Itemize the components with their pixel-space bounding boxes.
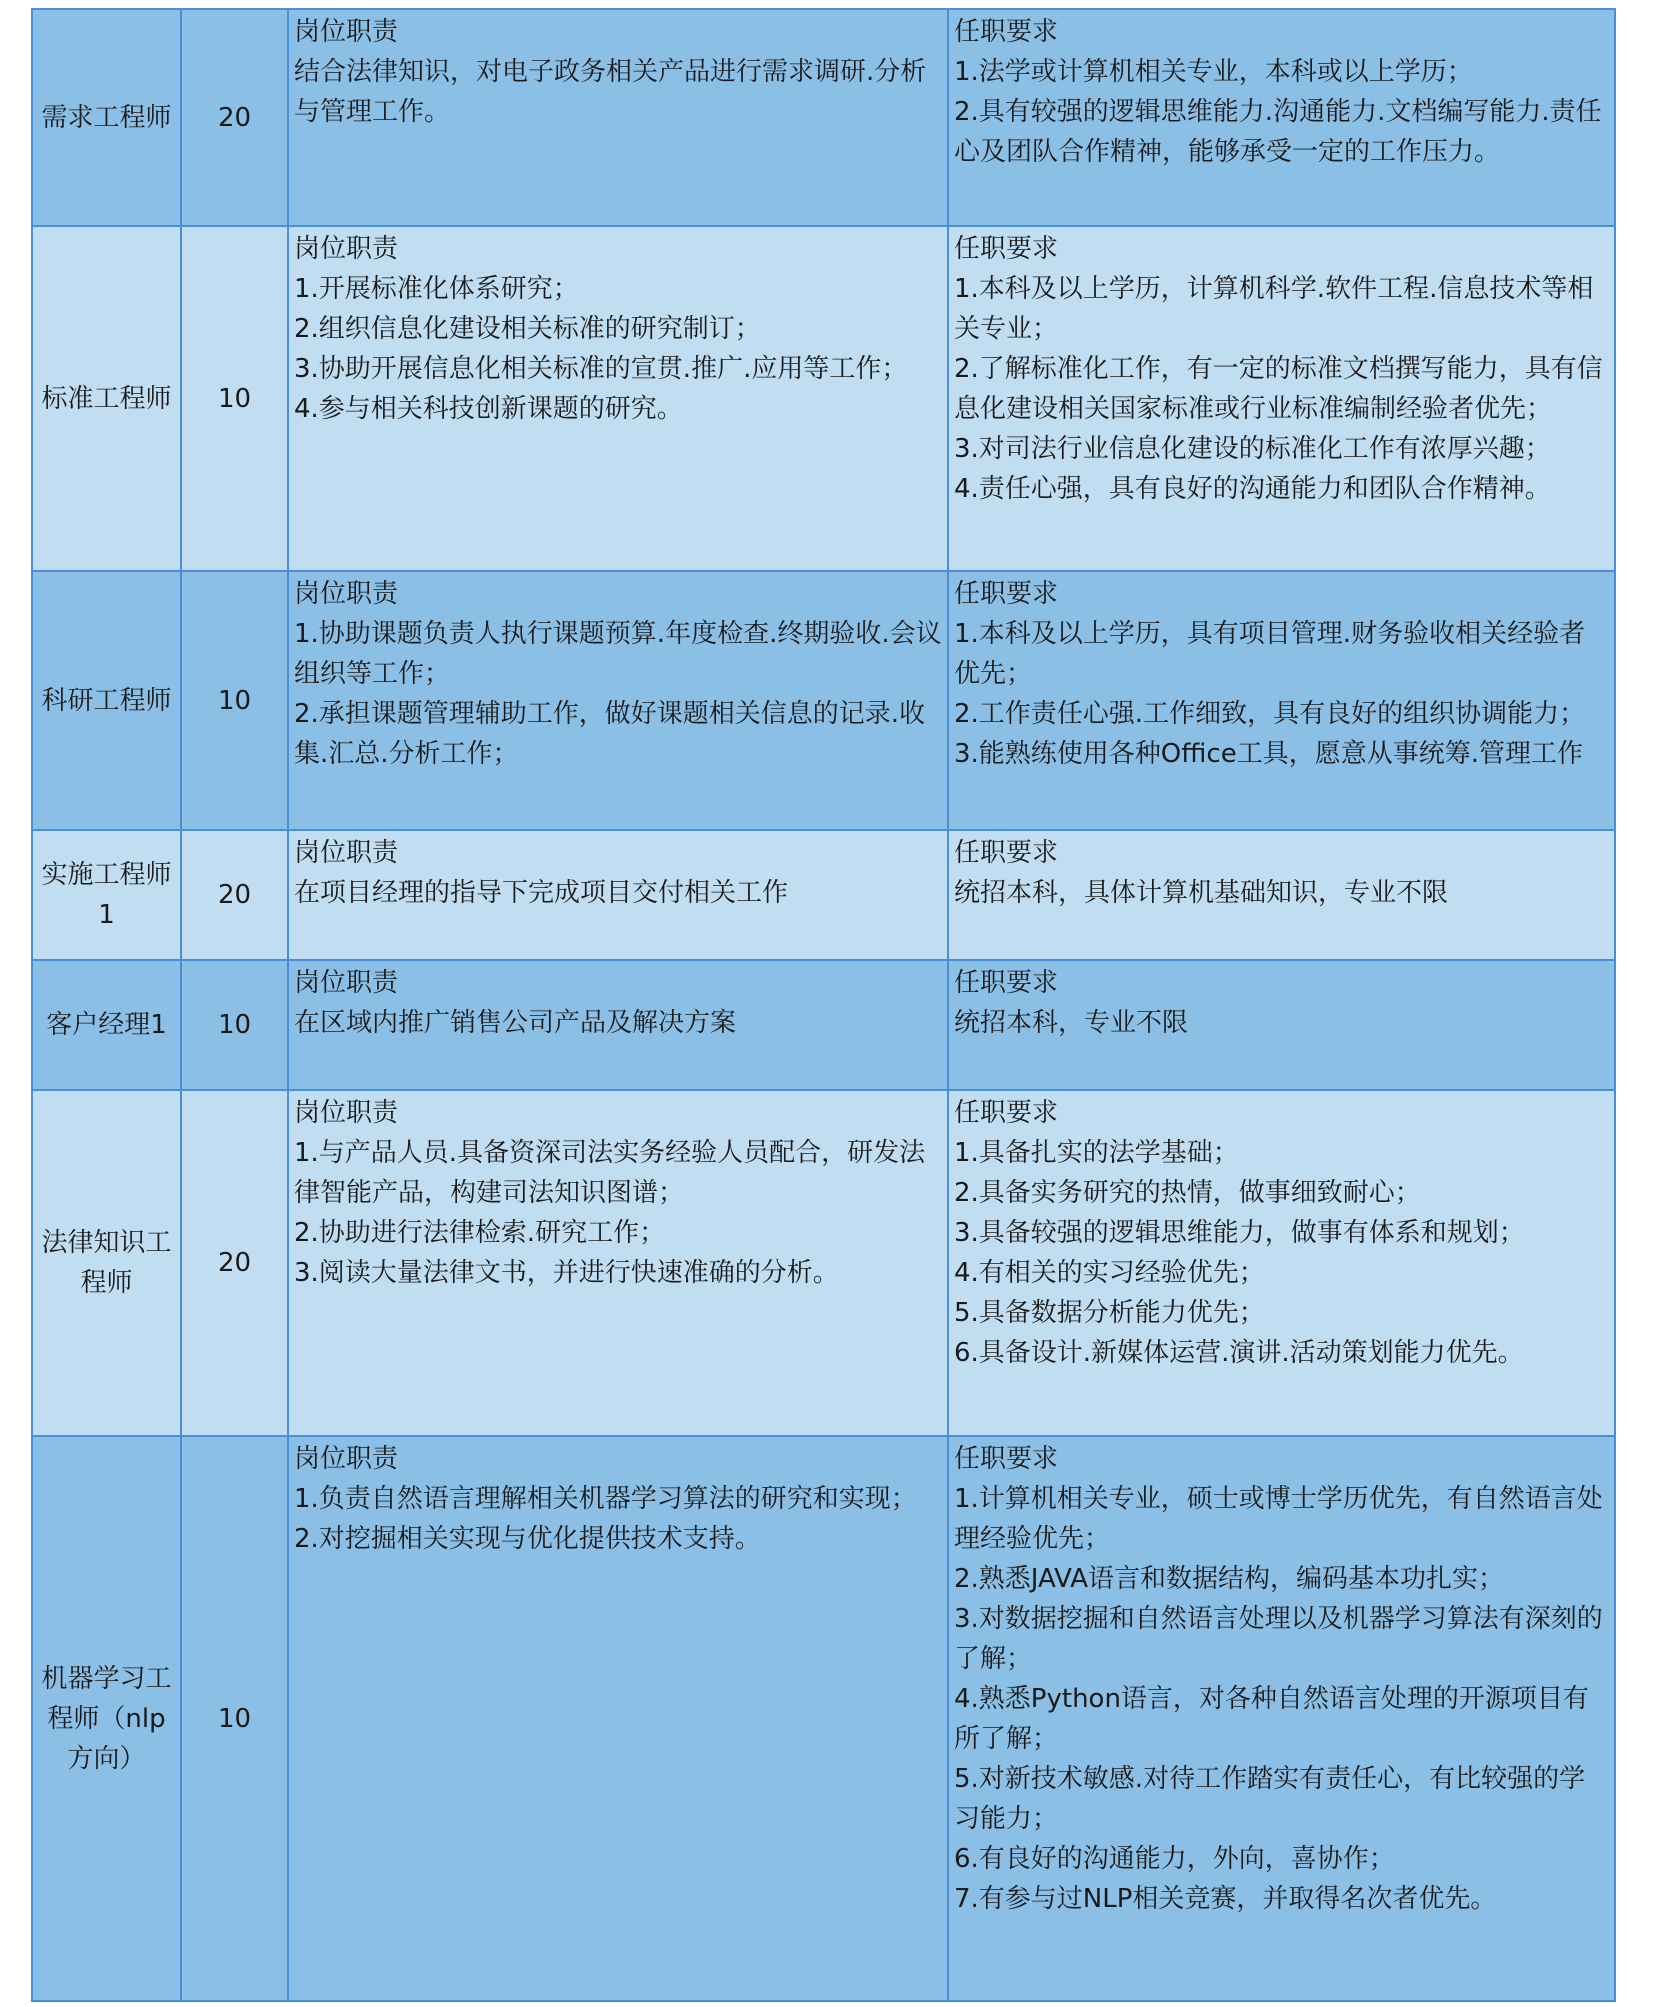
requirements-heading: 任职要求 <box>954 17 1059 47</box>
table-row <box>32 1436 1615 2001</box>
duty-item: 结合法律知识，对电子政务相关产品进行需求调研.分析与管理工作。 <box>294 57 927 127</box>
duty-item: 2.对挖掘相关实现与优化提供技术支持。 <box>294 1524 761 1554</box>
requirement-item: 统招本科，专业不限 <box>954 1008 1189 1038</box>
duties-heading: 岗位职责 <box>294 1444 399 1474</box>
duties-heading: 岗位职责 <box>294 17 399 47</box>
duty-item: 1.与产品人员.具备资深司法实务经验人员配合，研发法律智能产品，构建司法知识图谱； <box>294 1138 926 1208</box>
requirements-cell <box>948 1436 1615 2001</box>
headcount: 10 <box>181 226 288 571</box>
duties-heading: 岗位职责 <box>294 968 399 998</box>
headcount: 20 <box>181 9 288 226</box>
position-name: 客户经理1 <box>32 960 181 1090</box>
position-name: 科研工程师 <box>32 571 181 830</box>
duty-item: 4.参与相关科技创新课题的研究。 <box>294 394 683 424</box>
duties-heading: 岗位职责 <box>294 234 399 264</box>
requirement-item: 4.有相关的实习经验优先； <box>954 1258 1265 1288</box>
requirements-heading: 任职要求 <box>954 1098 1059 1128</box>
table-row <box>32 830 1615 960</box>
headcount: 20 <box>181 1090 288 1436</box>
duty-item: 3.协助开展信息化相关标准的宣贯.推广.应用等工作； <box>294 354 908 384</box>
requirement-item: 2.具有较强的逻辑思维能力.沟通能力.文档编写能力.责任心及团队合作精神，能够承受一定的工作压力。 <box>954 97 1602 167</box>
requirements-heading: 任职要求 <box>954 838 1059 868</box>
requirement-item: 3.具备较强的逻辑思维能力，做事有体系和规划； <box>954 1218 1525 1248</box>
duty-item: 2.组织信息化建设相关标准的研究制订； <box>294 314 761 344</box>
table-row <box>32 1090 1615 1436</box>
requirements-heading: 任职要求 <box>954 579 1059 609</box>
requirement-item: 6.有良好的沟通能力，外向，喜协作； <box>954 1844 1395 1874</box>
requirement-item: 2.了解标准化工作，有一定的标准文档撰写能力，具有信息化建设相关国家标准或行业标准编制经验者优先； <box>954 354 1603 424</box>
duties-cell <box>288 571 948 830</box>
duty-item: 1.协助课题负责人执行课题预算.年度检查.终期验收.会议组织等工作； <box>294 619 942 689</box>
duty-item: 在区域内推广销售公司产品及解决方案 <box>294 1008 737 1038</box>
requirements-heading: 任职要求 <box>954 234 1059 264</box>
requirement-item: 4.责任心强，具有良好的沟通能力和团队合作精神。 <box>954 474 1551 504</box>
requirement-item: 1.计算机相关专业，硕士或博士学历优先，有自然语言处理经验优先； <box>954 1484 1603 1554</box>
duty-item: 1.开展标准化体系研究； <box>294 274 579 304</box>
duties-cell <box>288 1436 948 2001</box>
duties-cell <box>288 226 948 571</box>
requirements-cell <box>948 571 1615 830</box>
requirement-item: 2.具备实务研究的热情，做事细致耐心； <box>954 1178 1421 1208</box>
requirements-cell <box>948 226 1615 571</box>
position-name: 法律知识工程师 <box>32 1090 181 1436</box>
table-row <box>32 226 1615 571</box>
duty-item: 2.承担课题管理辅助工作，做好课题相关信息的记录.收集.汇总.分析工作； <box>294 699 926 769</box>
duty-item: 3.阅读大量法律文书，并进行快速准确的分析。 <box>294 1258 839 1288</box>
requirement-item: 2.工作责任心强.工作细致，具有良好的组织协调能力； <box>954 699 1586 729</box>
requirement-item: 统招本科，具体计算机基础知识，专业不限 <box>954 878 1449 908</box>
requirement-item: 7.有参与过NLP相关竞赛，并取得名次者优先。 <box>954 1884 1497 1914</box>
requirement-item: 1.本科及以上学历，具有项目管理.财务验收相关经验者优先； <box>954 619 1586 689</box>
duties-cell <box>288 830 948 960</box>
duties-heading: 岗位职责 <box>294 579 399 609</box>
duties-cell <box>288 9 948 226</box>
position-name: 需求工程师 <box>32 9 181 226</box>
requirements-cell <box>948 1090 1615 1436</box>
duties-heading: 岗位职责 <box>294 838 399 868</box>
requirement-item: 2.熟悉JAVA语言和数据结构，编码基本功扎实； <box>954 1564 1505 1594</box>
headcount: 20 <box>181 830 288 960</box>
headcount: 10 <box>181 1436 288 2001</box>
requirement-item: 5.对新技术敏感.对待工作踏实有责任心，有比较强的学习能力； <box>954 1764 1586 1834</box>
headcount: 10 <box>181 571 288 830</box>
position-name: 机器学习工程师（nlp方向） <box>32 1436 181 2001</box>
headcount: 10 <box>181 960 288 1090</box>
requirement-item: 1.本科及以上学历，计算机科学.软件工程.信息技术等相关专业； <box>954 274 1594 344</box>
requirements-heading: 任职要求 <box>954 1444 1059 1474</box>
duties-cell <box>288 1090 948 1436</box>
position-name: 实施工程师1 <box>32 830 181 960</box>
requirement-item: 1.具备扎实的法学基础； <box>954 1138 1239 1168</box>
table-row <box>32 9 1615 226</box>
requirement-item: 3.对司法行业信息化建设的标准化工作有浓厚兴趣； <box>954 434 1551 464</box>
duties-cell <box>288 960 948 1090</box>
duties-heading: 岗位职责 <box>294 1098 399 1128</box>
requirements-heading: 任职要求 <box>954 968 1059 998</box>
requirement-item: 4.熟悉Python语言，对各种自然语言处理的开源项目有所了解； <box>954 1684 1589 1754</box>
requirements-cell <box>948 830 1615 960</box>
job-table <box>31 8 1616 2002</box>
table-row <box>32 571 1615 830</box>
duty-item: 2.协助进行法律检索.研究工作； <box>294 1218 666 1248</box>
requirement-item: 3.能熟练使用各种Office工具，愿意从事统筹.管理工作 <box>954 739 1583 769</box>
requirements-cell <box>948 9 1615 226</box>
requirements-cell <box>948 960 1615 1090</box>
position-name: 标准工程师 <box>32 226 181 571</box>
requirement-item: 1.法学或计算机相关专业，本科或以上学历； <box>954 57 1473 87</box>
table-row <box>32 960 1615 1090</box>
requirement-item: 6.具备设计.新媒体运营.演讲.活动策划能力优先。 <box>954 1338 1524 1368</box>
requirement-item: 3.对数据挖掘和自然语言处理以及机器学习算法有深刻的了解； <box>954 1604 1603 1674</box>
duty-item: 在项目经理的指导下完成项目交付相关工作 <box>294 878 789 908</box>
requirement-item: 5.具备数据分析能力优先； <box>954 1298 1265 1328</box>
duty-item: 1.负责自然语言理解相关机器学习算法的研究和实现； <box>294 1484 917 1514</box>
